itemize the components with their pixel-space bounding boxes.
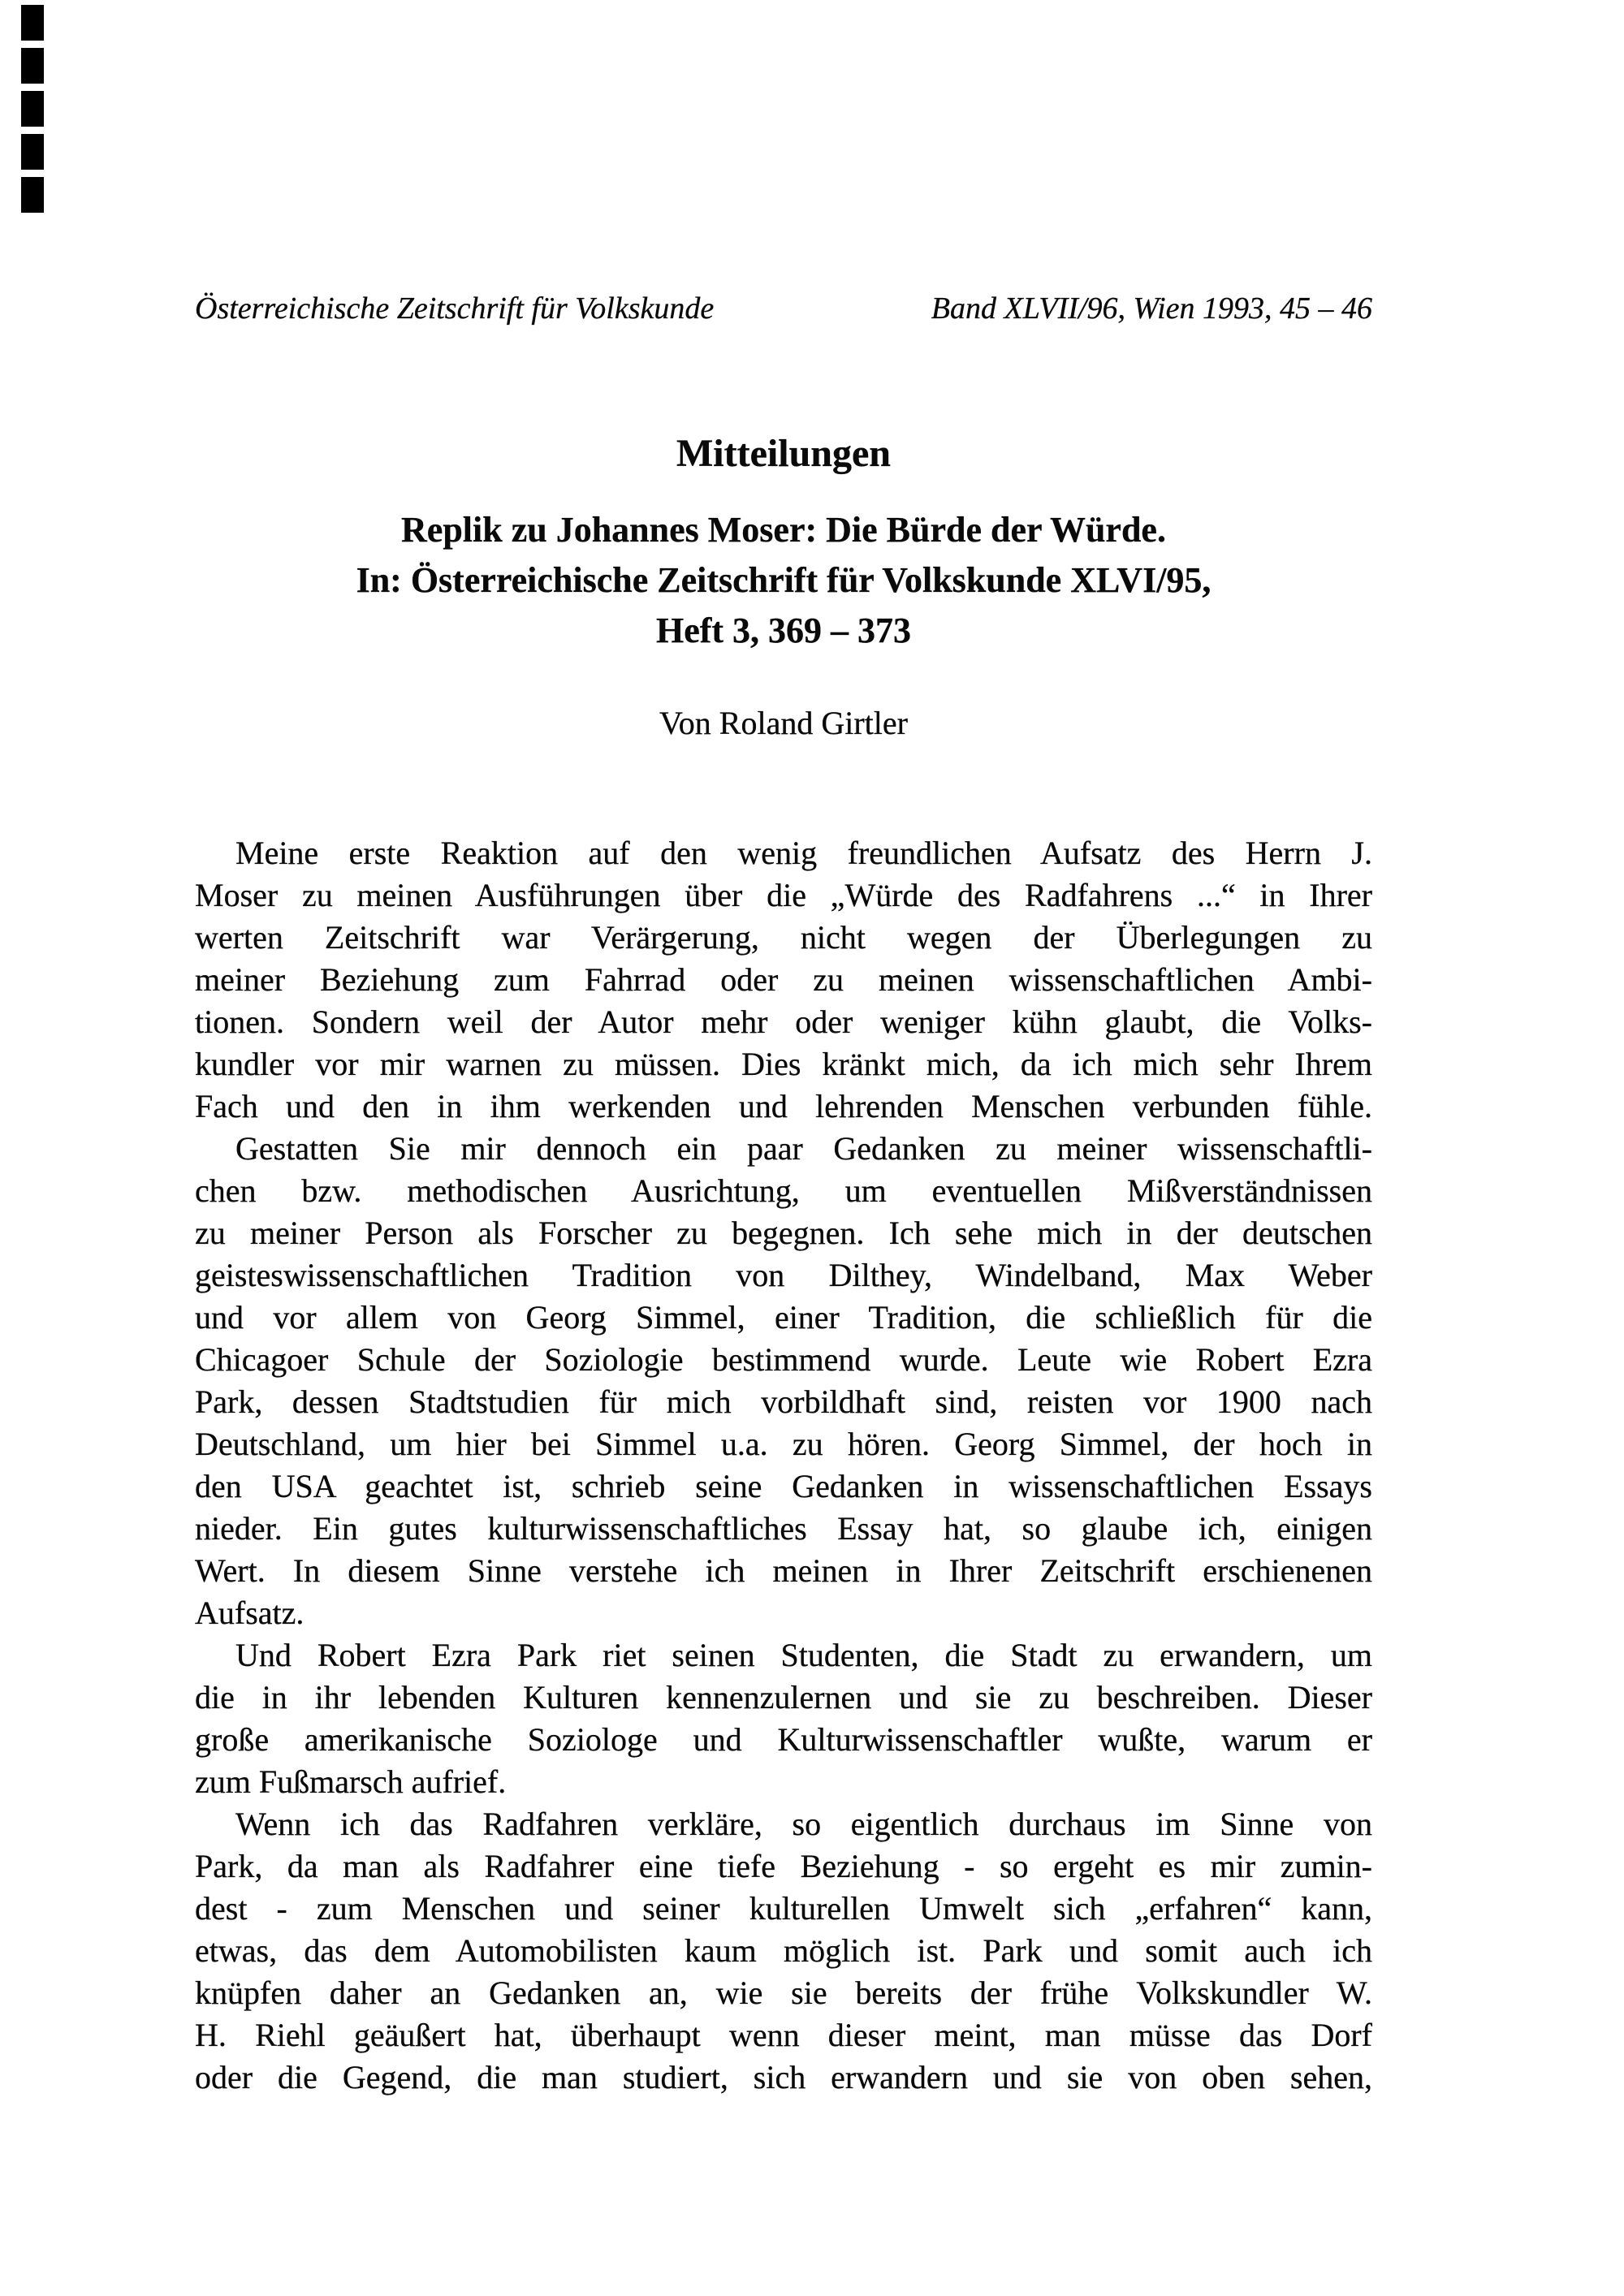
body-line: zu meiner Person als Forscher zu begegnen. Ich sehe mich in der deutschen	[195, 1215, 1372, 1251]
body-line: Fach und den in ihm werkenden und lehrenden Menschen verbunden fühle.	[195, 1088, 1372, 1124]
body-line: kundler vor mir warnen zu müssen. Dies kränkt mich, da ich mich sehr Ihrem	[195, 1046, 1372, 1082]
body-line: Park, da man als Radfahrer eine tiefe Beziehung - so ergeht es mir zumin-	[195, 1848, 1372, 1884]
body-line: Park, dessen Stadtstudien für mich vorbildhaft sind, reisten vor 1900 nach	[195, 1383, 1372, 1420]
body-line: nieder. Ein gutes kulturwissenschaftliches Essay hat, so glaube ich, einigen	[195, 1510, 1372, 1547]
body-line: die in ihr lebenden Kulturen kennenzulernen und sie zu beschreiben. Dieser	[195, 1679, 1372, 1716]
body-line: Und Robert Ezra Park riet seinen Studenten, die Stadt zu erwandern, um	[235, 1637, 1372, 1673]
body-line: große amerikanische Soziologe und Kulturwissenschaftler wußte, warum er	[195, 1721, 1372, 1758]
body-line: tionen. Sondern weil der Autor mehr oder weniger kühn glaubt, die Volks-	[195, 1003, 1372, 1040]
article-title	[195, 505, 1372, 656]
issue-info: Band XLVII/96, Wien 1993, 45 – 46	[931, 291, 1372, 326]
body-line: den USA geachtet ist, schrieb seine Gedanken in wissenschaftlichen Essays	[195, 1468, 1372, 1504]
body-line: zum Fußmarsch aufrief.	[195, 1763, 507, 1800]
body-line: oder die Gegend, die man studiert, sich erwandern und sie von oben sehen,	[195, 2059, 1372, 2095]
body-line: Gestatten Sie mir dennoch ein paar Gedanken zu meiner wissenschaftli-	[235, 1130, 1372, 1167]
body-line: etwas, das dem Automobilisten kaum möglich ist. Park und somit auch ich	[195, 1932, 1372, 1969]
article-title-line: Replik zu Johannes Moser: Die Bürde der Würde.	[401, 510, 1166, 550]
article-title-line: In: Österreichische Zeitschrift für Volkskunde XLVI/95,	[356, 560, 1212, 600]
article-title-line: Heft 3, 369 – 373	[655, 611, 912, 650]
body-line: und vor allem von Georg Simmel, einer Tradition, die schließlich für die	[195, 1299, 1372, 1336]
journal-name: Österreichische Zeitschrift für Volkskunde	[195, 291, 715, 326]
body-line: dest - zum Menschen und seiner kulturellen Umwelt sich „erfahren“ kann,	[195, 1890, 1372, 1927]
scan-artifact-marks	[21, 5, 44, 213]
body-line: chen bzw. methodischen Ausrichtung, um eventuellen Mißverständnissen	[195, 1172, 1372, 1209]
body-line: knüpfen daher an Gedanken an, wie sie bereits der frühe Volkskundler W.	[195, 1974, 1372, 2011]
body-line: Aufsatz.	[195, 1595, 304, 1631]
page-content	[195, 0, 1372, 2296]
body-line: Moser zu meinen Ausführungen über die „Würde des Radfahrens ...“ in Ihrer	[195, 877, 1372, 913]
body-line: meiner Beziehung zum Fahrrad oder zu meinen wissenschaftlichen Ambi-	[195, 961, 1372, 998]
running-header	[195, 289, 1372, 328]
byline: Von Roland Girtler	[659, 705, 908, 741]
body-line: Meine erste Reaktion auf den wenig freundlichen Aufsatz des Herrn J.	[235, 835, 1372, 871]
body-line: H. Riehl geäußert hat, überhaupt wenn dieser meint, man müsse das Dorf	[195, 2017, 1372, 2053]
body-line: Wenn ich das Radfahren verkläre, so eigentlich durchaus im Sinne von	[235, 1806, 1372, 1842]
body-line: Wert. In diesem Sinne verstehe ich meinen in Ihrer Zeitschrift erschienenen	[195, 1552, 1372, 1589]
article-body	[195, 832, 1372, 2099]
section-title: Mitteilungen	[676, 432, 891, 475]
body-line: Deutschland, um hier bei Simmel u.a. zu hören. Georg Simmel, der hoch in	[195, 1426, 1372, 1462]
body-line: geisteswissenschaftlichen Tradition von Dilthey, Windelband, Max Weber	[195, 1257, 1372, 1293]
body-line: Chicagoer Schule der Soziologie bestimmend wurde. Leute wie Robert Ezra	[195, 1341, 1372, 1378]
body-line: werten Zeitschrift war Verärgerung, nicht wegen der Überlegungen zu	[195, 919, 1372, 956]
